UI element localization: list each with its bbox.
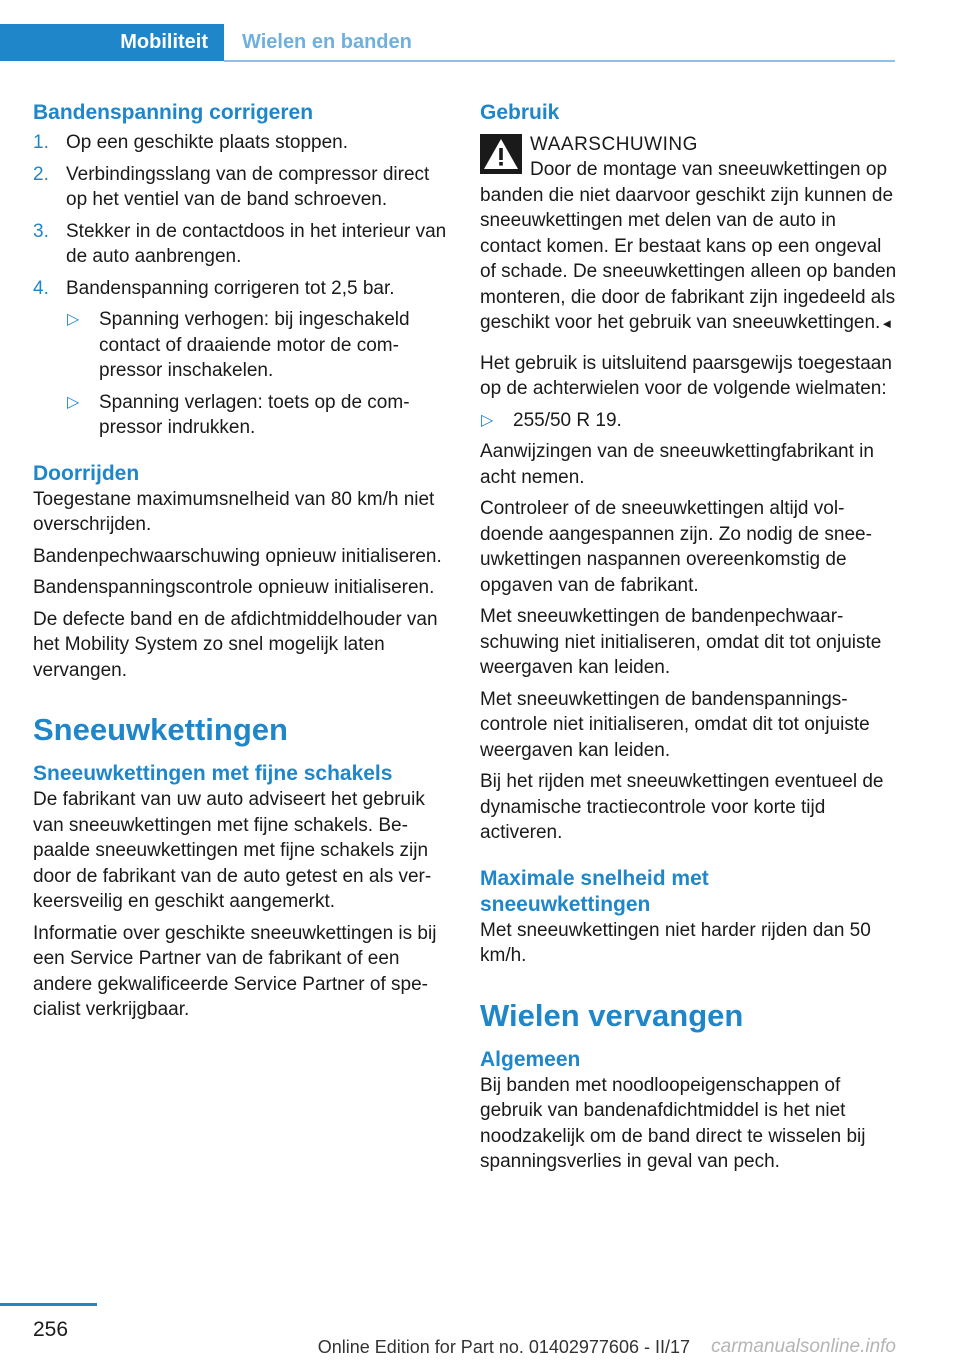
paragraph: Met sneeuwkettingen niet harder rijden dan 50 km/h. [480,919,871,966]
edition-footer: Online Edition for Part no. 01402977606 - II/17 [317,1337,690,1357]
step-text: Stekker in de contactdoos in het interieur van de auto aanbrengen. [66,220,447,267]
heading-maximale-snelheid: Maximale snelheid met sneeuwkettingen [480,866,709,916]
substeps-list [66,307,448,441]
warning-text [480,157,898,337]
paragraph: Aanwijzingen van de sneeuwkettingfabrikant in acht nemen. [480,441,874,488]
warning-triangle-icon [480,134,522,174]
heading-gebruik: Gebruik [480,101,560,124]
paragraph: Bandenpechwaarschuwing opnieuw initialiseren. [33,545,442,567]
paragraph: Bandenspanningscontrole opnieuw initialiseren. [33,577,435,598]
substep-text: Spanning verlagen: toets op de compressor indrukken. [99,391,410,438]
paragraph: De defecte band en de afdichtmiddelhouder van het Mobility System zo snel mogelijk laten vervangen. [33,608,438,681]
step-item [33,162,448,213]
step-number: 3. [33,220,49,242]
step-number: 4. [33,277,49,299]
substep-item [66,390,448,441]
steps-list [33,130,448,301]
paragraph: Met sneeuwkettingen de bandenpechwaarschuwing niet initialiseren, omdat dit tot onjuiste weergaven kan leiden. [480,606,882,678]
heading-algemeen: Algemeen [480,1047,581,1071]
triangle-bullet-icon: ▷ [481,411,494,429]
section-tab-wielen-en-banden: Wielen en banden [242,31,412,53]
heading-fijne-schakels: Sneeuwkettingen met fijne schakels [33,762,393,785]
step-number: 1. [33,132,49,153]
substep-item [66,307,448,384]
warning-body: Door de montage van sneeuwkettingen op banden die niet daarvoor geschikt zijn kunnen de sneeuwkettingen met delen van de auto in contact komen. Er bestaat kans op een ongeval of schade. De sneeuwkettingen alleen op banden monteren, die door de fabrikant zijn ingedeeld als geschikt voor het gebruik van sneeuwkettingen. [480,159,897,333]
wheel-size-item [480,408,898,434]
heading-doorrijden: Doorrijden [33,461,140,485]
step-text: Verbindingsslang van de compressor direct op het ventiel van de band schroeven. [66,163,430,210]
paragraph: De fabrikant van uw auto adviseert het gebruik van sneeuwkettingen met fijne schakels. Bepaalde sneeuwkettingen met fijne schakels zijn door de fabrikant van de auto getest en als verkeersveilig en geschikt aangemerkt. [33,789,432,912]
warning-block [480,132,898,182]
footer-rule [0,1303,97,1306]
wheel-size-text: 255/50 R 19. [513,409,622,431]
substep-text: Spanning verhogen: bij ingeschakeld contact of draaiende motor de compressor inschakelen. [99,309,410,381]
running-header [0,0,895,62]
paragraph: Met sneeuwkettingen de bandenspanningscontrole niet initialiseren, omdat dit tot onjuiste weergaven kan leiden. [480,688,870,761]
paragraph: Het gebruik is uitsluitend paarsgewijs toegestaan op de achterwielen voor de volgende wielmaten: [480,352,892,399]
page-number: 256 [33,1318,69,1341]
triangle-bullet-icon: ▷ [67,311,80,328]
chapter-tab-mobiliteit: Mobiliteit [0,24,224,61]
warning-title: WAARSCHUWING [530,134,698,155]
step-item [33,130,448,156]
header-rule [224,60,895,62]
heading-wielen-vervangen: Wielen vervangen [480,997,744,1033]
left-column [33,100,448,1029]
right-column [480,100,898,1181]
end-mark-icon: ◄ [880,316,894,331]
paragraph: Bij het rijden met sneeuwkettingen eventueel de dynamische tractiecontrole voor korte tijd activeren. [480,771,884,843]
wheel-sizes-list [480,408,898,434]
paragraph: Informatie over geschikte sneeuwkettingen is bij een Service Partner van de fabrikant of een andere gekwalificeerde Service Partner of specialist verkrijgbaar. [33,922,437,1020]
paragraph: Bij banden met noodloopeigenschappen of gebruik van bandenafdichtmiddel is het niet noodzakelijk om de band direct te wisselen bij spanningsverlies in geval van pech. [480,1074,866,1172]
watermark: carmanualsonline.info [711,1336,896,1357]
heading-bandenspanning-corrigeren: Bandenspanning corrigeren [33,101,314,124]
step-item [33,219,448,270]
step-text: Bandenspanning corrigeren tot 2,5 bar. [66,277,395,299]
step-text: Op een geschikte plaats stoppen. [66,132,349,153]
step-number: 2. [33,163,49,185]
paragraph: Toegestane maximumsnelheid van 80 km/h niet overschrijden. [33,488,435,535]
paragraph: Controleer of de sneeuwkettingen altijd voldoende aangespannen zijn. Zo nodig de sneeuwkettingen naspannen overeenkomstig de opgaven van de fabrikant. [480,498,872,596]
heading-sneeuwkettingen: Sneeuwkettingen [33,712,288,747]
triangle-bullet-icon: ▷ [67,393,80,411]
step-item [33,276,448,302]
